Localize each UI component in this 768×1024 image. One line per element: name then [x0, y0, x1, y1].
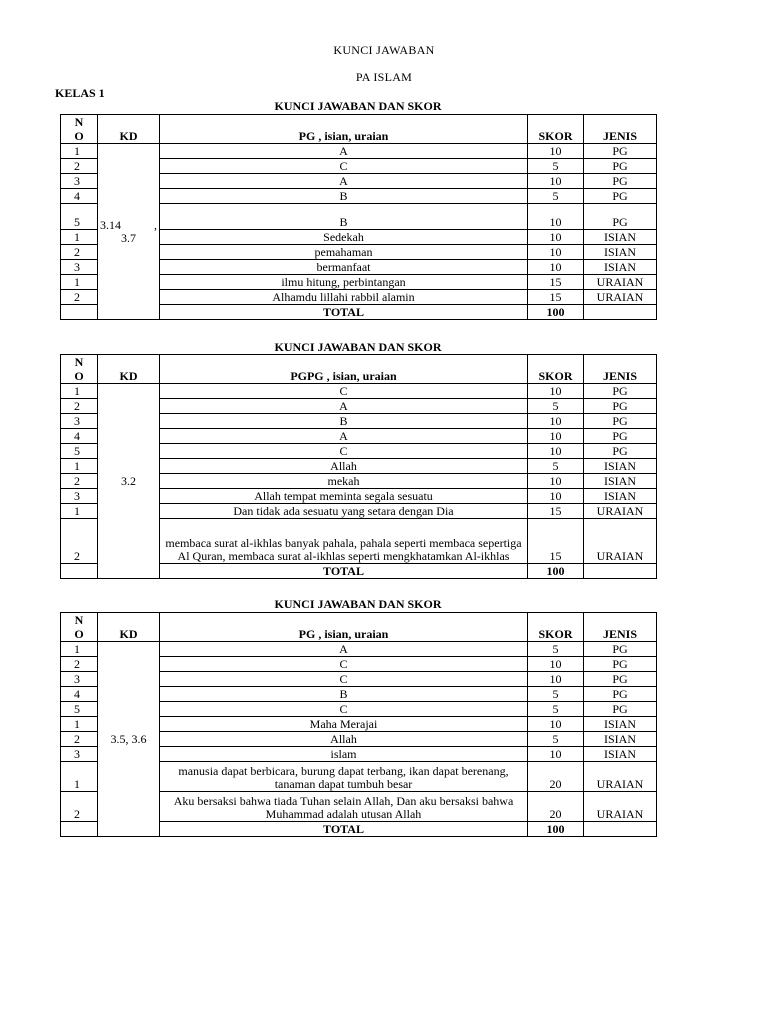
row-no: 3	[61, 747, 98, 762]
skor-cell: 5	[528, 732, 584, 747]
answer-cell: Dan tidak ada sesuatu yang setara dengan Dia	[160, 504, 528, 519]
col-header-no: N O	[61, 355, 98, 384]
col-header-kd: KD	[98, 613, 160, 642]
skor-cell: 5	[528, 399, 584, 414]
row-no: 5	[61, 444, 98, 459]
col-header-skor: SKOR	[528, 355, 584, 384]
row-no: 4	[61, 189, 98, 204]
total-value: 100	[528, 564, 584, 579]
kd-cell: 3.2	[98, 384, 160, 579]
table-row	[61, 144, 657, 159]
empty-cell	[584, 564, 657, 579]
answer-cell: A	[160, 399, 528, 414]
answer-cell: Alhamdu lillahi rabbil alamin	[160, 290, 528, 305]
skor-cell: 5	[528, 702, 584, 717]
answer-cell: Sedekah	[160, 230, 528, 245]
answer-cell: B	[160, 414, 528, 429]
row-no: 2	[61, 792, 98, 822]
total-value: 100	[528, 305, 584, 320]
skor-cell: 10	[528, 245, 584, 260]
skor-cell: 10	[528, 204, 584, 230]
row-no: 5	[61, 702, 98, 717]
jenis-cell: PG	[584, 657, 657, 672]
jenis-cell: URAIAN	[584, 762, 657, 792]
row-no: 1	[61, 717, 98, 732]
answer-cell: manusia dapat berbicara, burung dapat terbang, ikan dapat berenang, tanaman dapat tumbuh besar	[160, 762, 528, 792]
col-header-jenis: JENIS	[584, 613, 657, 642]
jenis-cell: ISIAN	[584, 747, 657, 762]
row-no: 1	[61, 384, 98, 399]
row-no: 3	[61, 260, 98, 275]
row-no: 1	[61, 144, 98, 159]
jenis-cell: ISIAN	[584, 230, 657, 245]
jenis-cell: ISIAN	[584, 732, 657, 747]
answer-key-table	[60, 612, 657, 837]
row-no: 1	[61, 230, 98, 245]
jenis-cell: PG	[584, 174, 657, 189]
skor-cell: 10	[528, 474, 584, 489]
jenis-cell: ISIAN	[584, 459, 657, 474]
jenis-cell: PG	[584, 444, 657, 459]
skor-cell: 10	[528, 230, 584, 245]
skor-cell: 10	[528, 429, 584, 444]
jenis-cell: ISIAN	[584, 260, 657, 275]
document-title: KUNCI JAWABAN	[333, 43, 435, 57]
table-row	[61, 384, 657, 399]
skor-cell: 10	[528, 144, 584, 159]
header-row	[61, 115, 657, 144]
empty-cell	[61, 822, 98, 837]
answer-cell: bermanfaat	[160, 260, 528, 275]
answer-cell: B	[160, 687, 528, 702]
jenis-cell: ISIAN	[584, 474, 657, 489]
row-no: 2	[61, 657, 98, 672]
jenis-cell: PG	[584, 702, 657, 717]
answer-cell: Allah	[160, 732, 528, 747]
answer-cell: C	[160, 444, 528, 459]
jenis-cell: URAIAN	[584, 519, 657, 564]
col-header-kd: KD	[98, 355, 160, 384]
skor-cell: 10	[528, 174, 584, 189]
jenis-cell: ISIAN	[584, 245, 657, 260]
skor-cell: 10	[528, 747, 584, 762]
row-no: 1	[61, 504, 98, 519]
jenis-cell: URAIAN	[584, 504, 657, 519]
jenis-cell: PG	[584, 384, 657, 399]
answer-cell: pemahaman	[160, 245, 528, 260]
row-no: 3	[61, 174, 98, 189]
row-no: 1	[61, 275, 98, 290]
subject-title: PA ISLAM	[355, 70, 413, 84]
skor-cell: 10	[528, 717, 584, 732]
answer-cell: A	[160, 642, 528, 657]
skor-cell: 15	[528, 290, 584, 305]
row-no: 2	[61, 245, 98, 260]
skor-cell: 15	[528, 504, 584, 519]
col-header-answer: PG , isian, uraian	[160, 613, 528, 642]
jenis-cell: ISIAN	[584, 489, 657, 504]
skor-cell: 15	[528, 275, 584, 290]
skor-cell: 20	[528, 762, 584, 792]
col-header-skor: SKOR	[528, 115, 584, 144]
total-label: TOTAL	[160, 822, 528, 837]
jenis-cell: PG	[584, 399, 657, 414]
skor-cell: 10	[528, 384, 584, 399]
answer-cell: C	[160, 672, 528, 687]
skor-cell: 10	[528, 444, 584, 459]
answer-cell: mekah	[160, 474, 528, 489]
jenis-cell: PG	[584, 687, 657, 702]
answer-cell: membaca surat al-ikhlas banyak pahala, pahala seperti membaca sepertiga Al Quran, membaca surat al-ikhlas seperti mengkhatamkan Al-ikhlas	[160, 519, 528, 564]
answer-cell: Allah	[160, 459, 528, 474]
row-no: 1	[61, 762, 98, 792]
answer-cell: B	[160, 204, 528, 230]
answer-cell: C	[160, 657, 528, 672]
kd-cell: 3.5, 3.6	[98, 642, 160, 837]
kelas-label: KELAS 1	[55, 86, 105, 100]
row-no: 2	[61, 519, 98, 564]
header-row	[61, 613, 657, 642]
jenis-cell: PG	[584, 642, 657, 657]
jenis-cell: ISIAN	[584, 717, 657, 732]
row-no: 3	[61, 414, 98, 429]
skor-cell: 5	[528, 159, 584, 174]
row-no: 2	[61, 290, 98, 305]
header-row	[61, 355, 657, 384]
jenis-cell: URAIAN	[584, 275, 657, 290]
jenis-cell: PG	[584, 159, 657, 174]
skor-cell: 5	[528, 459, 584, 474]
row-no: 2	[61, 159, 98, 174]
col-header-jenis: JENIS	[584, 355, 657, 384]
jenis-cell: PG	[584, 429, 657, 444]
skor-cell: 10	[528, 414, 584, 429]
jenis-cell: PG	[584, 144, 657, 159]
kd-cell: 3.14 , 3.7	[98, 144, 160, 320]
col-header-skor: SKOR	[528, 613, 584, 642]
answer-cell: ilmu hitung, perbintangan	[160, 275, 528, 290]
answer-cell: islam	[160, 747, 528, 762]
row-no: 3	[61, 672, 98, 687]
table-row	[61, 642, 657, 657]
col-header-jenis: JENIS	[584, 115, 657, 144]
jenis-cell: PG	[584, 204, 657, 230]
section-title: KUNCI JAWABAN DAN SKOR	[274, 99, 442, 113]
answer-cell: Maha Merajai	[160, 717, 528, 732]
total-label: TOTAL	[160, 305, 528, 320]
skor-cell: 5	[528, 189, 584, 204]
row-no: 2	[61, 732, 98, 747]
jenis-cell: URAIAN	[584, 792, 657, 822]
col-header-answer: PGPG , isian, uraian	[160, 355, 528, 384]
skor-cell: 5	[528, 687, 584, 702]
row-no: 4	[61, 429, 98, 444]
col-header-answer: PG , isian, uraian	[160, 115, 528, 144]
empty-cell	[61, 564, 98, 579]
empty-cell	[584, 822, 657, 837]
jenis-cell: PG	[584, 414, 657, 429]
row-no: 2	[61, 399, 98, 414]
row-no: 1	[61, 642, 98, 657]
jenis-cell: PG	[584, 672, 657, 687]
answer-cell: C	[160, 159, 528, 174]
answer-key-table	[60, 114, 657, 320]
total-label: TOTAL	[160, 564, 528, 579]
section-title: KUNCI JAWABAN DAN SKOR	[274, 597, 442, 611]
section-title: KUNCI JAWABAN DAN SKOR	[274, 340, 442, 354]
row-no: 3	[61, 489, 98, 504]
skor-cell: 5	[528, 642, 584, 657]
row-no: 2	[61, 474, 98, 489]
answer-cell: Aku bersaksi bahwa tiada Tuhan selain Allah, Dan aku bersaksi bahwa Muhammad adalah utusan Allah	[160, 792, 528, 822]
col-header-no: N O	[61, 115, 98, 144]
skor-cell: 10	[528, 672, 584, 687]
row-no: 4	[61, 687, 98, 702]
jenis-cell: PG	[584, 189, 657, 204]
col-header-kd: KD	[98, 115, 160, 144]
row-no: 1	[61, 459, 98, 474]
answer-cell: C	[160, 384, 528, 399]
row-no: 5	[61, 204, 98, 230]
answer-key-table	[60, 354, 657, 579]
col-header-no: N O	[61, 613, 98, 642]
empty-cell	[61, 305, 98, 320]
skor-cell: 10	[528, 260, 584, 275]
skor-cell: 10	[528, 489, 584, 504]
answer-cell: Allah tempat meminta segala sesuatu	[160, 489, 528, 504]
skor-cell: 10	[528, 657, 584, 672]
skor-cell: 20	[528, 792, 584, 822]
answer-cell: C	[160, 702, 528, 717]
answer-cell: B	[160, 189, 528, 204]
total-value: 100	[528, 822, 584, 837]
answer-cell: A	[160, 144, 528, 159]
empty-cell	[584, 305, 657, 320]
answer-cell: A	[160, 429, 528, 444]
jenis-cell: URAIAN	[584, 290, 657, 305]
answer-cell: A	[160, 174, 528, 189]
skor-cell: 15	[528, 519, 584, 564]
